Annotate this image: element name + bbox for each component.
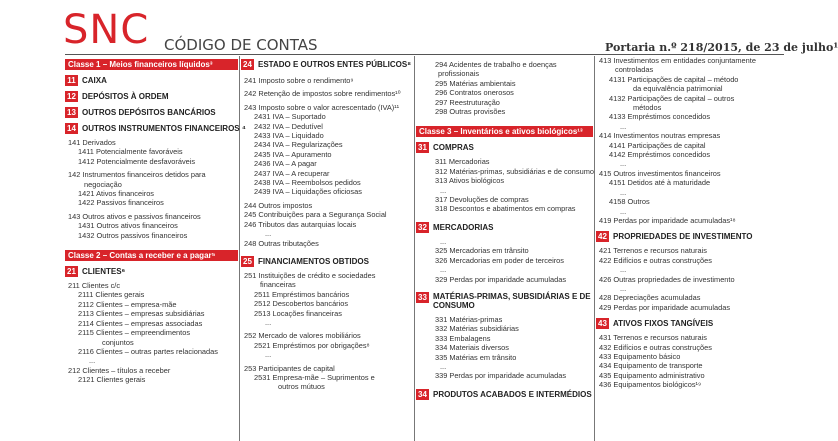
account-line: 326 Mercadorias em poder de terceiros bbox=[435, 255, 564, 265]
account-line: 2431 IVA – Suportado bbox=[254, 112, 326, 122]
section-21 bbox=[65, 266, 238, 277]
account-line: 332 Matérias subsidiárias bbox=[435, 324, 519, 334]
section-11 bbox=[65, 75, 238, 86]
account-line: 431 Terrenos e recursos naturais bbox=[599, 333, 707, 343]
section-title: DEPÓSITOS À ORDEM bbox=[82, 92, 169, 101]
account-line: 2531 Empresa-mãe – Suprimentos e bbox=[254, 372, 375, 382]
account-line: 1431 Outros ativos financeiros bbox=[78, 221, 178, 231]
account-line: 421 Terrenos e recursos naturais bbox=[599, 246, 707, 256]
column-divider bbox=[239, 56, 240, 441]
account-line: 331 Matérias-primas bbox=[435, 314, 503, 324]
account-line: ... bbox=[620, 121, 627, 131]
account-line: controladas bbox=[615, 65, 654, 75]
section-title: OUTROS DEPÓSITOS BANCÁRIOS bbox=[82, 108, 216, 117]
section-43 bbox=[596, 318, 784, 329]
account-line: ... bbox=[265, 350, 272, 360]
account-line: 212 Clientes – títulos a receber bbox=[68, 365, 171, 375]
account-line: 4131 Participações de capital – método bbox=[609, 74, 739, 84]
section-31 bbox=[416, 142, 593, 153]
account-line: 436 Equipamentos biológicos¹⁹ bbox=[599, 380, 702, 390]
account-line: 244 Outros impostos bbox=[244, 200, 313, 210]
account-line: 2113 Clientes – empresas subsidiárias bbox=[78, 309, 205, 319]
portaria-reference: Portaria n.º 218/2015, de 23 de julho¹ bbox=[605, 41, 838, 54]
section-number: 42 bbox=[596, 231, 609, 242]
account-line: 335 Matérias em trânsito bbox=[435, 352, 517, 362]
account-line: 4142 Empréstimos concedidos bbox=[609, 150, 711, 160]
snc-logo: SNC bbox=[63, 7, 150, 53]
account-line: 142 Instrumentos financeiros detidos para bbox=[68, 170, 206, 180]
account-line: 242 Retenção de impostos sobre rendimentos¹⁰ bbox=[244, 89, 401, 99]
account-line: ... bbox=[620, 159, 627, 169]
account-line: 2438 IVA – Reembolsos pedidos bbox=[254, 178, 361, 188]
account-line: 2434 IVA – Regularizações bbox=[254, 140, 343, 150]
account-line: ... bbox=[89, 356, 96, 366]
account-line: 298 Outras provisões bbox=[435, 107, 506, 117]
section-title: ATIVOS FIXOS TANGÍVEIS bbox=[613, 319, 714, 329]
account-line: 295 Matérias ambientais bbox=[435, 78, 516, 88]
account-line: 312 Matérias-primas, subsidiárias e de consumo bbox=[435, 166, 594, 176]
section-number: 14 bbox=[65, 123, 78, 134]
account-line: 2436 IVA – A pagar bbox=[254, 159, 317, 169]
section-title: PROPRIEDADES DE INVESTIMENTO bbox=[613, 232, 753, 242]
account-line: 2116 Clientes – outras partes relacionadas bbox=[78, 346, 218, 356]
account-line: 143 Outros ativos e passivos financeiros bbox=[68, 211, 201, 221]
account-line: 415 Outros investimentos financeiros bbox=[599, 168, 721, 178]
account-line: 2435 IVA – Apuramento bbox=[254, 149, 332, 159]
section-number: 25 bbox=[241, 256, 254, 267]
account-line: 333 Embalagens bbox=[435, 333, 491, 343]
account-line: 4133 Empréstimos concedidos bbox=[609, 112, 711, 122]
section-13 bbox=[65, 107, 238, 118]
account-line: métodos bbox=[633, 103, 662, 113]
account-line: 253 Participantes de capital bbox=[244, 363, 335, 373]
account-line: ... bbox=[265, 317, 272, 327]
section-title: ESTADO E OUTROS ENTES PÚBLICOS⁸ bbox=[258, 60, 411, 69]
account-line: profissionais bbox=[438, 69, 480, 79]
account-line: ... bbox=[620, 283, 627, 293]
account-line: 2437 IVA – A recuperar bbox=[254, 168, 330, 178]
account-line: negociação bbox=[84, 179, 122, 189]
section-title: PRODUTOS ACABADOS E INTERMÉDIOS bbox=[433, 389, 592, 399]
account-line: 1411 Potencialmente favoráveis bbox=[78, 147, 183, 157]
section-32 bbox=[416, 222, 593, 233]
account-line: 413 Investimentos em entidades conjuntamente bbox=[599, 56, 756, 65]
account-line: 422 Edifícios e outras construções bbox=[599, 255, 712, 265]
account-line: 243 Imposto sobre o valor acrescentado (IVA)¹¹ bbox=[244, 102, 400, 112]
section-12 bbox=[65, 91, 238, 102]
account-line: 2521 Empréstimos por obrigações⁸ bbox=[254, 340, 370, 350]
class-3-heading: Classe 3 – Inventários e ativos biológicos¹³ bbox=[416, 126, 593, 137]
section-number: 11 bbox=[65, 75, 78, 86]
section-24 bbox=[241, 59, 413, 70]
section-number: 24 bbox=[241, 59, 254, 70]
header-rule bbox=[65, 54, 784, 55]
account-line: 433 Equipamento básico bbox=[599, 351, 681, 361]
account-line: 4141 Participações de capital bbox=[609, 140, 706, 150]
account-line: 2115 Clientes – empreendimentos bbox=[78, 328, 191, 338]
account-line: 2433 IVA – Liquidado bbox=[254, 131, 324, 141]
account-line: 2439 IVA – Liquidações oficiosas bbox=[254, 187, 362, 197]
account-line: da equivalência patrimonial bbox=[633, 84, 723, 94]
document-subtitle: CÓDIGO DE CONTAS bbox=[164, 36, 318, 54]
account-line: ... bbox=[440, 185, 447, 195]
section-number: 32 bbox=[416, 222, 429, 233]
account-line: 2112 Clientes – empresa-mãe bbox=[78, 299, 177, 309]
account-line: 4158 Outros bbox=[609, 197, 650, 207]
column-4 bbox=[596, 56, 784, 441]
section-14 bbox=[65, 123, 246, 134]
section-title: CAIXA bbox=[82, 76, 107, 85]
account-line: 435 Equipamento administrativo bbox=[599, 370, 705, 380]
account-line: 339 Perdas por imparidade acumuladas bbox=[435, 371, 567, 381]
section-number: 31 bbox=[416, 142, 429, 153]
account-line: ... bbox=[620, 206, 627, 216]
account-line: ... bbox=[440, 265, 447, 275]
account-line: 317 Devoluções de compras bbox=[435, 195, 529, 205]
account-line: financeiras bbox=[260, 280, 296, 290]
account-line: 1421 Ativos financeiros bbox=[78, 189, 155, 199]
account-line: 2513 Locações financeiras bbox=[254, 308, 342, 318]
account-line: 329 Perdas por imparidade acumuladas bbox=[435, 274, 567, 284]
account-line: outros mútuos bbox=[278, 382, 325, 392]
account-line: 1422 Passivos financeiros bbox=[78, 198, 164, 208]
account-line: 426 Outras propriedades de investimento bbox=[599, 274, 735, 284]
column-divider bbox=[594, 56, 595, 441]
account-line: 296 Contratos onerosos bbox=[435, 88, 514, 98]
account-line: 2114 Clientes – empresas associadas bbox=[78, 318, 203, 328]
section-number: 12 bbox=[65, 91, 78, 102]
section-number: 13 bbox=[65, 107, 78, 118]
section-title: COMPRAS bbox=[433, 143, 474, 153]
account-line: 2111 Clientes gerais bbox=[78, 290, 145, 300]
section-title: FINANCIAMENTOS OBTIDOS bbox=[258, 256, 369, 266]
account-line: 434 Equipamento de transporte bbox=[599, 361, 703, 371]
account-line: ... bbox=[440, 236, 447, 246]
account-line: 318 Descontos e abatimentos em compras bbox=[435, 204, 576, 214]
column-2 bbox=[241, 56, 413, 441]
account-line: 141 Derivados bbox=[68, 138, 116, 147]
account-line: 429 Perdas por imparidade acumuladas bbox=[599, 302, 731, 312]
account-line: 1432 Outros passivos financeiros bbox=[78, 230, 188, 240]
section-number: 34 bbox=[416, 389, 429, 400]
section-number: 43 bbox=[596, 318, 609, 329]
section-34 bbox=[416, 389, 593, 400]
account-line: 1412 Potencialmente desfavoráveis bbox=[78, 156, 196, 166]
class-2-heading: Classe 2 – Contas a receber e a pagar⁵ bbox=[65, 250, 238, 261]
class-1-heading: Classe 1 – Meios financeiros líquidos³ bbox=[65, 59, 238, 70]
account-line: 313 Ativos biológicos bbox=[435, 176, 505, 186]
account-line: 4151 Detidos até à maturidade bbox=[609, 178, 711, 188]
account-line: 2432 IVA – Dedutível bbox=[254, 121, 323, 131]
account-line: 4132 Participações de capital – outros bbox=[609, 93, 735, 103]
column-3 bbox=[416, 56, 593, 441]
account-line: 2511 Empréstimos bancários bbox=[254, 289, 350, 299]
section-33 bbox=[416, 292, 593, 311]
account-line: 428 Depreciações acumuladas bbox=[599, 293, 701, 303]
account-line: 248 Outras tributações bbox=[244, 238, 319, 248]
column-1 bbox=[65, 56, 246, 441]
page-header bbox=[0, 0, 838, 56]
account-line: 325 Mercadorias em trânsito bbox=[435, 246, 529, 256]
account-line: 2121 Clientes gerais bbox=[78, 375, 146, 385]
account-line: 297 Reestruturação bbox=[435, 97, 500, 107]
account-line: ... bbox=[440, 361, 447, 371]
account-line: 294 Acidentes de trabalho e doenças bbox=[435, 60, 557, 69]
account-line: 251 Instituições de crédito e sociedades bbox=[244, 270, 376, 280]
account-line: 246 Tributos das autarquias locais bbox=[244, 219, 357, 229]
section-title: CLIENTES⁶ bbox=[82, 267, 126, 277]
section-42 bbox=[596, 231, 784, 242]
section-number: 21 bbox=[65, 266, 78, 277]
account-line: 252 Mercado de valores mobiliários bbox=[244, 331, 361, 341]
account-line: 414 Investimentos noutras empresas bbox=[599, 131, 721, 141]
section-title: MATÉRIAS-PRIMAS, SUBSIDIÁRIAS E DE CONSUMO bbox=[433, 291, 591, 311]
section-number: 33 bbox=[416, 292, 429, 303]
section-title: MERCADORIAS bbox=[433, 222, 494, 232]
section-25 bbox=[241, 256, 413, 267]
account-line: 334 Materiais diversos bbox=[435, 343, 509, 353]
column-divider bbox=[414, 56, 415, 441]
account-line: ... bbox=[265, 229, 272, 239]
account-line: 432 Edifícios e outras construções bbox=[599, 342, 712, 352]
account-line: ... bbox=[620, 265, 627, 275]
account-line: 2512 Descobertos bancários bbox=[254, 299, 349, 309]
account-line: conjuntos bbox=[102, 337, 134, 347]
section-title: OUTROS INSTRUMENTOS FINANCEIROS ⁴ bbox=[82, 124, 246, 133]
account-line: ... bbox=[620, 187, 627, 197]
account-line: 245 Contribuições para a Segurança Social bbox=[244, 210, 387, 220]
account-line: 419 Perdas por imparidade acumuladas¹⁸ bbox=[599, 215, 736, 225]
account-line: 311 Mercadorias bbox=[435, 157, 490, 167]
account-line: 241 Imposto sobre o rendimento⁹ bbox=[244, 76, 354, 85]
account-line: 211 Clientes c/c bbox=[68, 281, 121, 291]
